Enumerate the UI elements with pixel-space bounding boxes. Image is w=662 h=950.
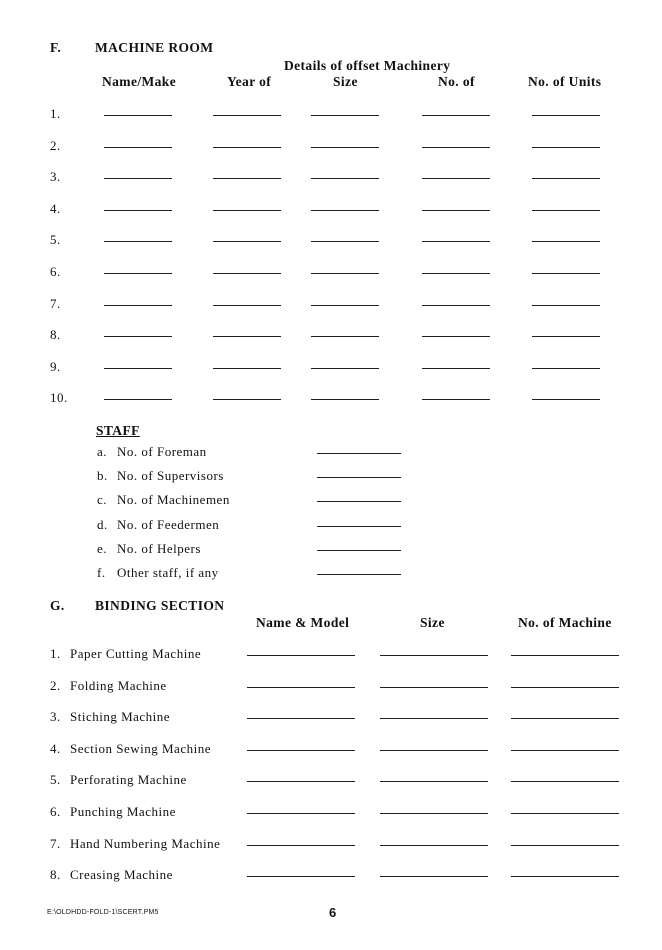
machine-blank-field[interactable] <box>422 368 490 369</box>
machine-blank-field[interactable] <box>311 210 379 211</box>
binding-blank-field[interactable] <box>380 750 488 751</box>
binding-blank-field[interactable] <box>380 655 488 656</box>
machine-row-number: 7. <box>50 295 61 311</box>
section-f-subheading: Details of offset Machinery <box>284 58 451 73</box>
binding-blank-field[interactable] <box>511 781 619 782</box>
binding-blank-field[interactable] <box>380 876 488 877</box>
binding-row-number: 2. <box>50 677 61 693</box>
machine-row-number: 6. <box>50 264 61 279</box>
section-g-letter: G. <box>50 598 65 613</box>
machine-blank-field[interactable] <box>213 115 281 116</box>
machine-blank-field[interactable] <box>213 368 281 369</box>
binding-blank-field[interactable] <box>247 876 355 877</box>
machine-blank-field[interactable] <box>532 336 600 337</box>
binding-row-label: Hand Numbering Machine <box>70 835 221 851</box>
staff-item-label: No. of Foreman <box>117 444 207 459</box>
staff-blank-field[interactable] <box>317 477 401 478</box>
machine-blank-field[interactable] <box>104 305 172 306</box>
staff-blank-field[interactable] <box>317 453 401 454</box>
machine-row-number: 5. <box>50 232 61 248</box>
binding-blank-field[interactable] <box>247 813 355 814</box>
staff-blank-field[interactable] <box>317 526 401 527</box>
machine-blank-field[interactable] <box>104 210 172 211</box>
machine-blank-field[interactable] <box>311 368 379 369</box>
staff-item-label: No. of Feedermen <box>117 516 220 532</box>
binding-blank-field[interactable] <box>247 845 355 846</box>
binding-blank-field[interactable] <box>511 655 619 656</box>
binding-row-label: Paper Cutting Machine <box>70 646 202 661</box>
binding-blank-field[interactable] <box>380 718 488 719</box>
machine-blank-field[interactable] <box>422 178 490 179</box>
machine-blank-field[interactable] <box>532 305 600 306</box>
machine-blank-field[interactable] <box>311 399 379 400</box>
binding-blank-field[interactable] <box>247 655 355 656</box>
col-header-size-binding: Size <box>420 615 445 630</box>
machine-blank-field[interactable] <box>532 210 600 211</box>
staff-blank-field[interactable] <box>317 574 401 575</box>
binding-blank-field[interactable] <box>247 687 355 688</box>
machine-row-number: 2. <box>50 137 61 153</box>
machine-blank-field[interactable] <box>213 241 281 242</box>
machine-blank-field[interactable] <box>422 241 490 242</box>
machine-blank-field[interactable] <box>213 305 281 306</box>
binding-blank-field[interactable] <box>380 687 488 688</box>
machine-blank-field[interactable] <box>532 399 600 400</box>
col-header-no-of: No. of <box>438 74 475 89</box>
page-number: 6 <box>329 905 337 920</box>
machine-blank-field[interactable] <box>104 399 172 400</box>
binding-blank-field[interactable] <box>511 845 619 846</box>
staff-item-letter: e. <box>97 540 108 556</box>
staff-item-letter: a. <box>97 444 108 459</box>
binding-blank-field[interactable] <box>380 845 488 846</box>
machine-blank-field[interactable] <box>422 210 490 211</box>
staff-item-label: No. of Machinemen <box>117 492 230 508</box>
binding-blank-field[interactable] <box>380 813 488 814</box>
col-header-no-of-machine: No. of Machine <box>518 615 612 630</box>
binding-row-number: 4. <box>50 740 61 756</box>
binding-blank-field[interactable] <box>380 781 488 782</box>
machine-row-number: 1. <box>50 106 61 121</box>
footer-file-name: E:\OLDHDD-FOLD-1\SCERT.PM5 <box>47 909 159 916</box>
section-g-title: BINDING SECTION <box>95 598 225 613</box>
binding-row-number: 7. <box>50 835 61 851</box>
binding-row-label: Stiching Machine <box>70 709 171 725</box>
binding-blank-field[interactable] <box>511 687 619 688</box>
machine-blank-field[interactable] <box>532 273 600 274</box>
binding-blank-field[interactable] <box>247 781 355 782</box>
machine-row-number: 8. <box>50 327 61 343</box>
machine-row-number: 4. <box>50 200 61 216</box>
machine-blank-field[interactable] <box>104 273 172 274</box>
section-f-title: MACHINE ROOM <box>95 40 214 55</box>
machine-blank-field[interactable] <box>104 178 172 179</box>
binding-row-number: 5. <box>50 772 61 788</box>
binding-row-label: Creasing Machine <box>70 867 173 883</box>
machine-blank-field[interactable] <box>422 147 490 148</box>
machine-blank-field[interactable] <box>311 147 379 148</box>
machine-blank-field[interactable] <box>532 147 600 148</box>
col-header-size: Size <box>333 74 358 89</box>
staff-title: STAFF <box>96 423 140 438</box>
machine-blank-field[interactable] <box>311 115 379 116</box>
machine-blank-field[interactable] <box>104 147 172 148</box>
machine-blank-field[interactable] <box>532 115 600 116</box>
machine-blank-field[interactable] <box>311 178 379 179</box>
machine-blank-field[interactable] <box>311 273 379 274</box>
col-header-year-of: Year of <box>227 74 272 89</box>
machine-blank-field[interactable] <box>104 336 172 337</box>
machine-blank-field[interactable] <box>213 210 281 211</box>
staff-blank-field[interactable] <box>317 550 401 551</box>
machine-blank-field[interactable] <box>311 241 379 242</box>
col-header-name-make: Name/Make <box>102 74 177 89</box>
machine-blank-field[interactable] <box>422 336 490 337</box>
machine-blank-field[interactable] <box>311 305 379 306</box>
binding-blank-field[interactable] <box>511 718 619 719</box>
machine-blank-field[interactable] <box>104 368 172 369</box>
machine-blank-field[interactable] <box>422 305 490 306</box>
staff-item-letter: d. <box>97 516 108 532</box>
staff-blank-field[interactable] <box>317 501 401 502</box>
machine-blank-field[interactable] <box>311 336 379 337</box>
machine-blank-field[interactable] <box>422 399 490 400</box>
machine-blank-field[interactable] <box>532 178 600 179</box>
machine-row-number: 3. <box>50 169 61 185</box>
machine-blank-field[interactable] <box>213 399 281 400</box>
binding-blank-field[interactable] <box>511 750 619 751</box>
machine-blank-field[interactable] <box>532 368 600 369</box>
machine-row-number: 9. <box>50 358 61 374</box>
binding-blank-field[interactable] <box>511 813 619 814</box>
binding-blank-field[interactable] <box>247 718 355 719</box>
binding-row-number: 3. <box>50 709 61 725</box>
machine-blank-field[interactable] <box>213 273 281 274</box>
machine-row-number: 10. <box>50 390 68 406</box>
binding-blank-field[interactable] <box>247 750 355 751</box>
staff-item-letter: c. <box>97 492 108 508</box>
machine-blank-field[interactable] <box>422 273 490 274</box>
staff-item-label: Other staff, if any <box>117 565 219 580</box>
machine-blank-field[interactable] <box>532 241 600 242</box>
section-f-letter: F. <box>50 40 62 55</box>
staff-item-label: No. of Supervisors <box>117 468 224 484</box>
binding-row-number: 6. <box>50 804 61 819</box>
binding-row-label: Perforating Machine <box>70 772 187 788</box>
machine-blank-field[interactable] <box>213 178 281 179</box>
binding-row-number: 1. <box>50 646 61 661</box>
binding-row-label: Section Sewing Machine <box>70 740 211 756</box>
machine-blank-field[interactable] <box>213 336 281 337</box>
binding-row-label: Punching Machine <box>70 804 176 819</box>
machine-blank-field[interactable] <box>104 241 172 242</box>
machine-blank-field[interactable] <box>104 115 172 116</box>
staff-item-letter: f. <box>97 565 106 580</box>
binding-row-label: Folding Machine <box>70 677 167 693</box>
machine-blank-field[interactable] <box>422 115 490 116</box>
col-header-no-of-units: No. of Units <box>528 74 602 89</box>
binding-blank-field[interactable] <box>511 876 619 877</box>
staff-item-label: No. of Helpers <box>117 540 201 556</box>
binding-row-number: 8. <box>50 867 61 883</box>
col-header-name-model: Name & Model <box>256 615 350 630</box>
staff-item-letter: b. <box>97 468 108 484</box>
machine-blank-field[interactable] <box>213 147 281 148</box>
